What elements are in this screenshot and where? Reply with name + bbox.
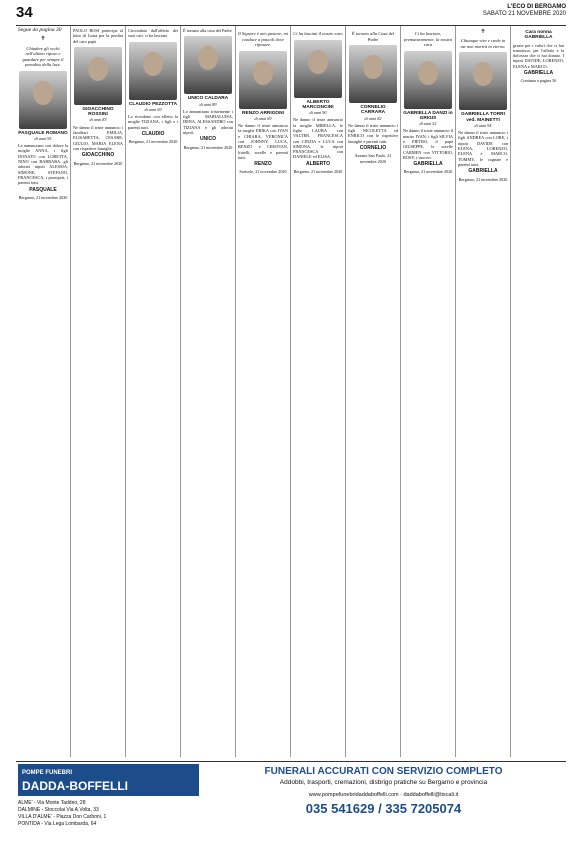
ad-info-block [201,762,566,843]
deceased-age: di anni 95 [34,135,52,141]
place-date: Bergamo, 21 novembre 2020 [293,169,343,175]
deceased-age: di anni 89 [199,101,217,107]
deceased-age: di anni 94 [474,122,492,128]
place-date: Bergamo, 21 novembre 2020 [458,176,508,182]
signature: RENZO [254,161,272,168]
funeral-home-ad [16,761,566,843]
announcement-text: Ne danno il triste annuncio la moglie MIRELLA, le figlie LAURA con VALTER, FRANCESCA con CINZIA e LUCA con SIMONA, le nipoti FRANCESCA con DANIELE ed ELISA. [293,117,343,160]
page-header [16,4,566,24]
deceased-name: GIOACCHINO ROSSINI [82,106,114,118]
quote: Il Signore è mio pastore, mi conduce a pascoli dove riposare. [238,31,288,47]
condolence-text: PAOLO BOSI partecipa al lutto di Luisa per la perdita del caro papà [73,28,123,44]
deceased-name: PASQUALE ROMANO [18,130,68,136]
deceased-age: di anni 83 [89,117,107,123]
place-date: Bergamo, 21 novembre 2020 [18,194,68,200]
signature: PASQUALE [29,186,57,193]
page-number: 34 [16,4,33,21]
column-8 [401,26,456,757]
deceased-name: CORNELIO CARRARA [360,105,386,116]
deceased-name: GABRIELLA DANZI in GRIGIS [403,110,453,121]
announcement-text: Lo annunciano tristemente i figli MARIALUISA, IRINA, ALESSANDRO con TIZIANA e gli adorati nipoti. [183,108,233,136]
announcement-text: Ne danno il triste annuncio il marito IVAN, i figli SILVIA e PIETRO, il papà GIUSEPPE, le sorelle CARMEN con VITTORIO, ROSY, i suoceri. [403,128,453,160]
ad-phone[interactable]: 035 541629 / 335 7205074 [305,801,462,816]
place-date: Bergamo, 21 novembre 2020 [73,160,123,166]
deceased-age: di anni 69 [144,106,162,112]
ad-brand-name: DADDA-BOFFELLI [22,779,128,793]
quote: Chiudere gli occhi nell'ultimo riposo e guardare per sempre il paradiso della luce. [22,45,64,68]
signature: ALBERTO [305,160,331,167]
cross-icon: ✝ [40,36,46,43]
deceased-name: UNICO CALDARA [187,96,229,102]
deceased-name: GABRIELLA TORRI ved. MAINETTI [461,112,505,123]
column-4 [181,26,236,757]
deceased-name: RENZO ARRIGONI [242,110,284,116]
ad-location: PONTIDA - Via Lega Lombarda, 64 [18,821,97,827]
ad-location: ALME' - Via Monte Taddeo, 28 [18,800,86,806]
column-3 [126,26,181,757]
portrait-photo [74,47,122,105]
announcement-text: grazie per i valori che ci hai trasmesso, per l'affetto e la dolcezza che ci hai donato. I nipoti DAVIDE, LORENZO, ELENA e MARCO. [513,42,564,69]
signature: GABRIELLA [413,161,443,168]
column-7 [346,26,401,757]
announcement-text: Lo ricordano con affetto la moglie TIZIANA, i figli e i parenti tutti. [128,114,178,130]
signature: GABRIELLA [468,168,498,175]
deceased-name: CLAUDIO PEZZOTTA [128,101,178,107]
column-6 [291,26,346,757]
announcement-text: Ne danno il triste annuncio i figli ANDREA con LORE, i nipoti DAVIDE con ELENA, LORENZO, ELENA e MARCO, TOMMY, le cognate e parenti tutti. [458,130,508,167]
announcement-text: La annunciano con dolore la moglie ANNA, i figli DONATO con LORETTA, NINO con BARBARA, gli adorati nipoti ALESSIA, SIMONE, STEFANO, FRANCESCA, i pronipoti, i parenti tutti. [18,143,68,186]
place-date: Bergamo, 21 novembre 2020 [183,144,233,150]
intro-text: È tornato alla Casa del Padre [351,31,395,42]
portrait-photo [19,71,67,129]
issue-date: SABATO 21 NOVEMBRE 2020 [482,11,566,17]
column-9 [456,26,511,757]
continued-on: Continua a pagina 36 [520,78,557,84]
portrait-photo [129,42,177,100]
signature: CLAUDIO [141,131,165,138]
ad-contacts: www.pompefunebridaddaboffelli.com · daddaboffelli@tiscali.it [308,792,459,798]
announcement-text: Ne danno il triste annuncio la moglie ERIKA con IVAN e CHIARA, VERONICA con JOHNNY, LUCA, RENZO e CRISTIAN, fratelli, sorelle e parenti tutti. [238,123,288,160]
quote: Chiunque vive e crede in me non morirà in eterno. [460,38,506,49]
place-date: Azzano San Paolo, 21 novembre 2020 [354,153,392,164]
intro-text: Ci ha lasciato, prematuramente, la nostra cara [404,31,452,47]
signature: GABRIELLA [523,70,554,77]
ad-brand-label: POMPE FUNEBRI [22,770,73,776]
place-date: Bergamo, 21 novembre 2020 [128,139,178,145]
deceased-age: di anni 69 [254,115,272,121]
portrait-photo [459,52,507,110]
ad-brand-block [16,762,201,843]
announcement-text: Ne danno il triste annuncio i familiari EMILIA, ELISABETTA, CESARE, GIULIO, MARIA ELENA con rispettive famiglie. [73,124,123,151]
announcement-text: Ne danno il triste annuncio i figli NICOLETTA ed ENRICO con le rispettive famiglie e parenti tutti. [348,122,398,144]
ad-brand [18,764,199,796]
signature: CORNELIO [359,145,387,152]
deceased-age: di anni 90 [309,110,327,116]
portrait-photo [184,36,232,94]
publication-name: L'ECO DI BERGAMO [507,4,566,10]
column-1 [16,26,71,757]
ad-title: FUNERALI ACCURATI CON SERVIZIO COMPLETO [264,766,503,777]
ad-location: DALMINE - Stoccolai Via A.Volta, 33 [18,807,99,813]
cross-icon: ✝ [480,29,486,35]
place-date: Bergamo, 21 novembre 2020 [403,169,453,175]
masthead [483,4,566,18]
obituary-columns [16,25,566,757]
portrait-photo [349,45,397,103]
ad-location: VILLA D'ALME' - Piazza Don Carboni, 1 [18,814,107,820]
dedication-heading: Cara nonna GABRIELLA [524,30,553,41]
intro-text: Circondato dall'affetto dei suoi cari, ci ha lasciato [128,28,178,39]
intro-text: Ci ha lasciati il nostro caro [293,31,343,36]
signature: GIOACCHINO [81,152,115,159]
ad-description: Addobbi, trasporti, cremazioni, disbrigo pratiche su Bergamo e provincia [279,779,488,786]
ad-email[interactable]: daddaboffelli@tiscali.it [403,792,459,798]
column-5 [236,26,291,757]
ad-locations [18,800,199,828]
portrait-photo [294,40,342,98]
column-2 [71,26,126,757]
place-date: Sorisole, 21 novembre 2020 [239,169,287,175]
continued-from: Segue da pagina 30 [18,27,62,33]
portrait-photo [239,51,287,109]
deceased-name: ALBERTO MARCONCINI [302,99,334,110]
signature: UNICO [199,136,217,143]
deceased-age: di anni 82 [364,115,382,121]
ad-website[interactable]: www.pompefunebridaddaboffelli.com [308,792,399,798]
column-10 [511,26,566,757]
deceased-age: di anni 52 [419,121,437,127]
intro-text: È tornato alla casa del Padre [183,28,232,33]
portrait-photo [404,51,452,109]
